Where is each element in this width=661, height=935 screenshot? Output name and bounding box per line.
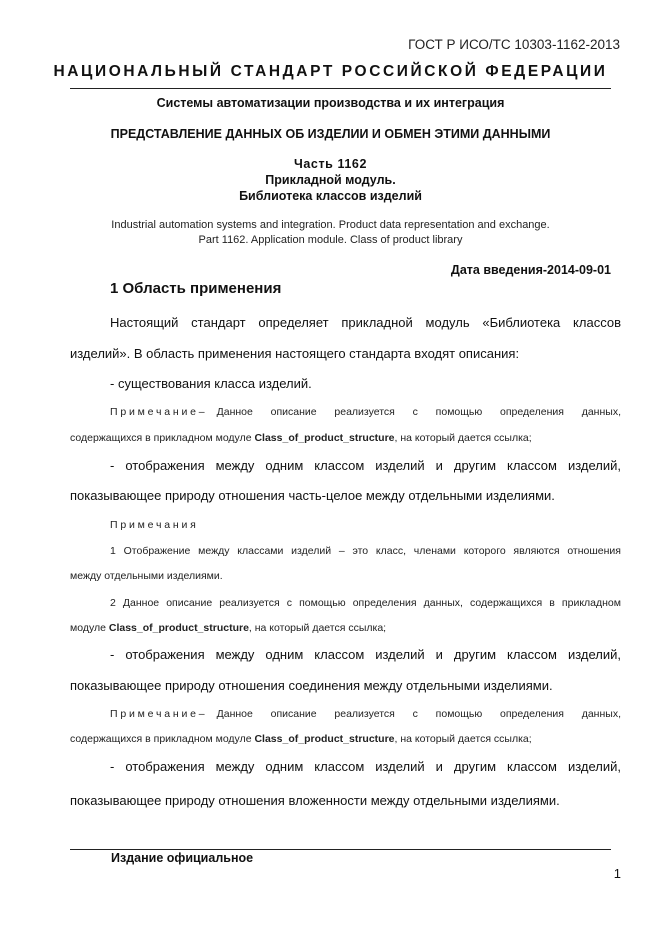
english-title-line2: Part 1162. Application module. Class of product library xyxy=(198,234,463,246)
note3-line1: Примечание – Данное описание реализуется с помощью определения данных, xyxy=(110,708,621,720)
list-item-2-line2: показывающее природу отношения часть-целое между отдельными изделиями. xyxy=(70,488,555,503)
product-data-title: ПРЕДСТАВЛЕНИЕ ДАННЫХ ОБ ИЗДЕЛИИ И ОБМЕН ЭТИМИ ДАННЫМИ xyxy=(110,127,551,141)
bottom-divider xyxy=(70,849,611,850)
note1-line2: содержащихся в прикладном модуле Class_of_product_structure, на который дается ссылка; xyxy=(70,432,532,444)
national-standard-title: НАЦИОНАЛЬНЫЙ СТАНДАРТ РОССИЙСКОЙ ФЕДЕРАЦИИ xyxy=(53,63,608,80)
notes2-line2: модуле Class_of_product_structure, на который дается ссылка; xyxy=(70,622,387,634)
module-reference: Class_of_product_structure xyxy=(254,432,395,444)
module-title-line2: Библиотека классов изделий xyxy=(239,189,422,203)
note1-line1 xyxy=(70,405,621,419)
top-divider xyxy=(70,88,611,89)
list-item-4-line2: показывающее природу отношения вложенности между отдельными изделиями. xyxy=(70,793,560,808)
note-label: Примечание xyxy=(110,406,199,418)
list-item-2-line1: - отображения между одним классом изделий и другим классом изделий, xyxy=(110,458,621,473)
list-item-1: - существования класса изделий. xyxy=(110,376,312,391)
notes2-line1: 2 Данное описание реализуется с помощью определения данных, содержащихся в прикладном xyxy=(110,597,621,609)
standard-code: ГОСТ Р ИСО/ТС 10303-1162-2013 xyxy=(408,37,620,52)
note-dash: – xyxy=(198,406,205,418)
intro-line2: изделий». В область применения настоящего стандарта входят описания: xyxy=(70,346,520,361)
module-reference: Class_of_product_structure xyxy=(108,622,249,634)
notes-label: Примечания xyxy=(110,519,199,531)
section-heading: 1 Область применения xyxy=(110,280,282,297)
list-item-4-line1: - отображения между одним классом изделий и другим классом изделий, xyxy=(110,759,621,774)
introduction-date: Дата введения-2014-09-01 xyxy=(450,263,611,277)
note1-text: Данное описание реализуется с помощью определения данных, xyxy=(216,406,621,418)
page-number: 1 xyxy=(613,866,621,881)
notes1-line1: 1 Отображение между классами изделий – это класс, членами которого являются отношения xyxy=(110,545,621,557)
official-edition: Издание официальное xyxy=(111,851,254,865)
list-item-3-line2: показывающее природу отношения соединения между отдельными изделиями. xyxy=(70,678,553,693)
intro-line1: Настоящий стандарт определяет прикладной модуль «Библиотека классов xyxy=(110,315,621,330)
module-title-line1: Прикладной модуль. xyxy=(265,173,396,187)
notes1-line2: между отдельными изделиями. xyxy=(70,570,223,582)
english-title-line1: Industrial automation systems and integration. Product data representation and exchange. xyxy=(111,219,550,231)
part-number: Часть 1162 xyxy=(293,157,368,171)
module-reference: Class_of_product_structure xyxy=(254,733,395,745)
systems-title: Системы автоматизации производства и их интеграция xyxy=(156,96,505,110)
list-item-3-line1: - отображения между одним классом изделий и другим классом изделий, xyxy=(110,647,621,662)
note3-line2: содержащихся в прикладном модуле Class_of_product_structure, на который дается ссылка; xyxy=(70,733,532,745)
